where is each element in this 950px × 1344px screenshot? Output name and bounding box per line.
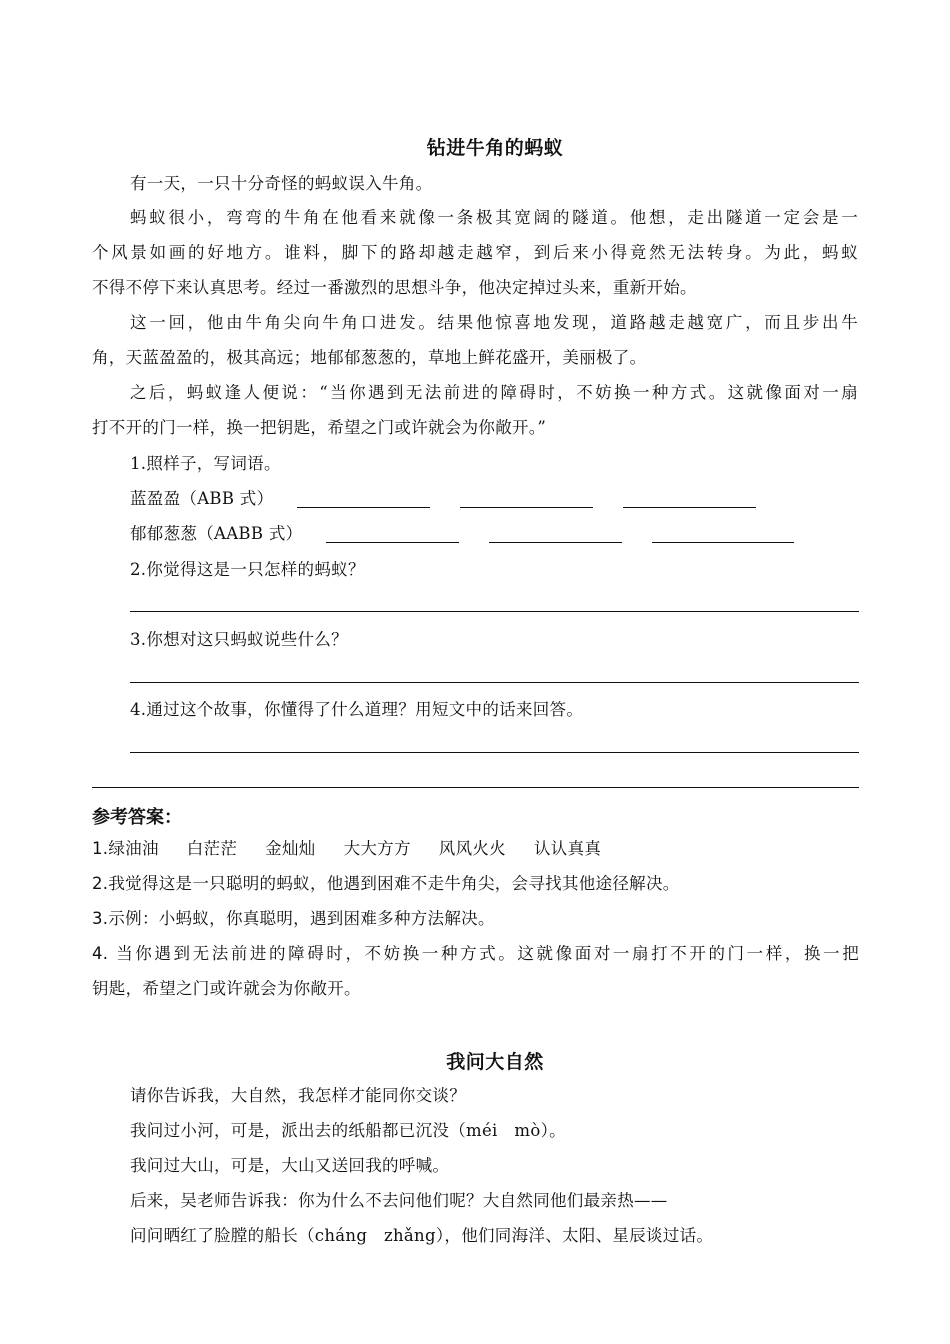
answer-2: 2.我觉得这是一只聪明的蚂蚁，他遇到困难不走牛角尖，会寻找其他途径解决。 [92, 874, 680, 893]
answer-1 [92, 839, 601, 859]
answer-line[interactable] [130, 752, 859, 753]
answer-3: 3.示例：小蚂蚁，你真聪明，遇到困难多种方法解决。 [92, 909, 495, 928]
story-line: 这一回，他由牛角尖向牛角口进发。结果他惊喜地发现，道路越走越宽广，而且步出牛 [130, 313, 858, 332]
story-line: 打不开的门一样，换一把钥匙，希望之门或许就会为你敞开。” [92, 418, 547, 437]
answer-blank[interactable] [652, 542, 794, 543]
question-1a-label: 蓝盈盈（ABB 式） [130, 489, 274, 508]
answer-line[interactable] [130, 611, 859, 612]
answer-word: 白茫茫 [186, 839, 238, 858]
question-1: 1.照样子，写词语。 [130, 454, 281, 473]
poem-line: 我问过小河，可是，派出去的纸船都已沉没（méi mò）。 [130, 1121, 566, 1140]
story-line: 不得不停下来认真思考。经过一番激烈的思想斗争，他决定掉过头来，重新开始。 [92, 278, 697, 297]
story-line: 有一天，一只十分奇怪的蚂蚁误入牛角。 [130, 174, 433, 193]
answer-word: 大大方方 [343, 839, 411, 858]
story2-title: 我问大自然 [446, 1051, 544, 1073]
answer-blank[interactable] [489, 542, 622, 543]
answer-word: 风风火火 [438, 839, 506, 858]
question-3: 3.你想对这只蚂蚁说些什么？ [130, 630, 348, 649]
section-divider [92, 787, 859, 788]
answer-word: 认认真真 [533, 839, 602, 858]
poem-line: 请你告诉我，大自然，我怎样才能同你交谈？ [130, 1086, 466, 1105]
story-line: 个风景如画的好地方。谁料，脚下的路却越走越窄，到后来小得竟然无法转身。为此，蚂蚁 [92, 243, 858, 262]
question-1b-label: 郁郁葱葱（AABB 式） [130, 524, 303, 543]
poem-line: 我问过大山，可是，大山又送回我的呼喊。 [130, 1156, 450, 1175]
answer-blank[interactable] [297, 507, 430, 508]
story-line: 角，天蓝盈盈的，极其高远；地郁郁葱葱的，草地上鲜花盛开，美丽极了。 [92, 348, 647, 367]
poem-line: 问问晒红了脸膛的船长（cháng zhǎng），他们同海洋、太阳、星辰谈过话。 [130, 1226, 714, 1245]
story-line: 之后，蚂蚁逢人便说：“当你遇到无法前进的障碍时，不妨换一种方式。这就像面对一扇 [130, 383, 858, 402]
answer-word: 金灿灿 [265, 839, 316, 858]
poem-line: 后来，吴老师告诉我：你为什么不去问他们呢？大自然同他们最亲热—— [130, 1191, 668, 1210]
question-4: 4.通过这个故事，你懂得了什么道理？用短文中的话来回答。 [130, 700, 584, 719]
answer-word: 1.绿油油 [92, 839, 159, 858]
question-2: 2.你觉得这是一只怎样的蚂蚁？ [130, 560, 365, 579]
answers-heading: 参考答案： [92, 807, 182, 828]
story-line: 蚂蚁很小，弯弯的牛角在他看来就像一条极其宽阔的隧道。他想，走出隧道一定会是一 [130, 208, 858, 227]
answer-blank[interactable] [460, 507, 593, 508]
answer-blank[interactable] [623, 507, 756, 508]
answer-blank[interactable] [326, 542, 459, 543]
answer-4-cont: 钥匙，希望之门或许就会为你敞开。 [92, 979, 361, 998]
story-title: 钻进牛角的蚂蚁 [426, 137, 564, 159]
answer-line[interactable] [130, 682, 859, 683]
answer-4: 4. 当你遇到无法前进的障碍时，不妨换一种方式。这就像面对一扇打不开的门一样，换一把 [92, 944, 859, 963]
